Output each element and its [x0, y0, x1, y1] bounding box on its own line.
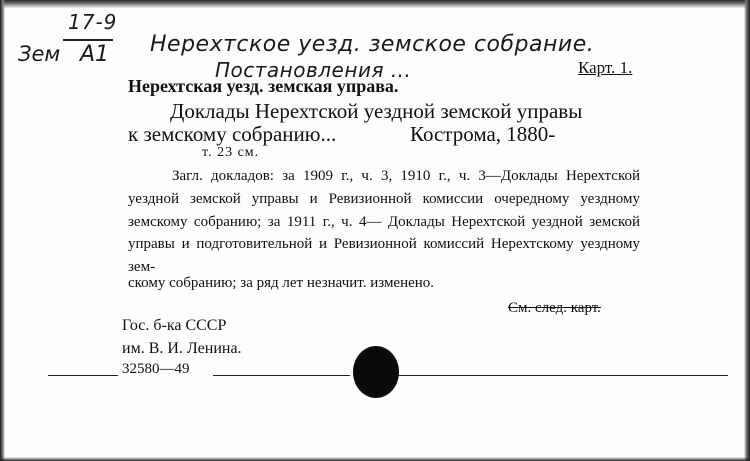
card-left-edge [0, 0, 5, 461]
title-note-tail: скому собранию; за ряд лет незначит. изменено. [128, 275, 435, 291]
imprint: Кострома, 1880- [410, 122, 556, 146]
entry-heading: Нерехтская уезд. земская управа. [128, 76, 399, 96]
library-number: 32580—49 [122, 361, 190, 377]
card-right-edge [744, 0, 750, 461]
format-line: т. 23 см. [202, 145, 260, 160]
call-number-bottom: А1 [80, 42, 110, 67]
see-next-card: См. след. карт. [508, 300, 601, 316]
library-name-2: им. В. И. Ленина. [122, 340, 242, 357]
title-line-2: к земскому собранию... [128, 122, 337, 146]
title-line-1: Доклады Нерехтской уездной земской управы [170, 99, 583, 123]
bottom-rule-middle [213, 375, 350, 376]
call-number-top: 17-9 [68, 10, 118, 34]
handwritten-subtitle: Постановления ... [215, 58, 412, 82]
bottom-rule-right [398, 375, 728, 376]
card-number: Карт. 1. [578, 58, 633, 77]
handwritten-title: Нерехтское уезд. земское собрание. [150, 32, 595, 57]
library-name: Гос. б-ка СССР [122, 317, 227, 334]
call-number-left: Зем [18, 42, 61, 66]
card-top-edge [0, 0, 750, 8]
call-number-divider [63, 39, 113, 41]
card-bottom-edge [0, 457, 750, 461]
punch-hole [353, 346, 399, 398]
title-note: Загл. докладов: за 1909 г., ч. 3, 1910 г., ч. 3—Доклады Нерехтской уездной земской управы и Ревизионной комиссии очередному уездному земскому собранию; за 1911 г., ч. 4— Доклады Нерехтской уездной земской управы и подготовительной и Ревизионной комиссий Нерехтскому уездному зем- [128, 168, 640, 276]
bottom-rule-left [48, 375, 118, 376]
